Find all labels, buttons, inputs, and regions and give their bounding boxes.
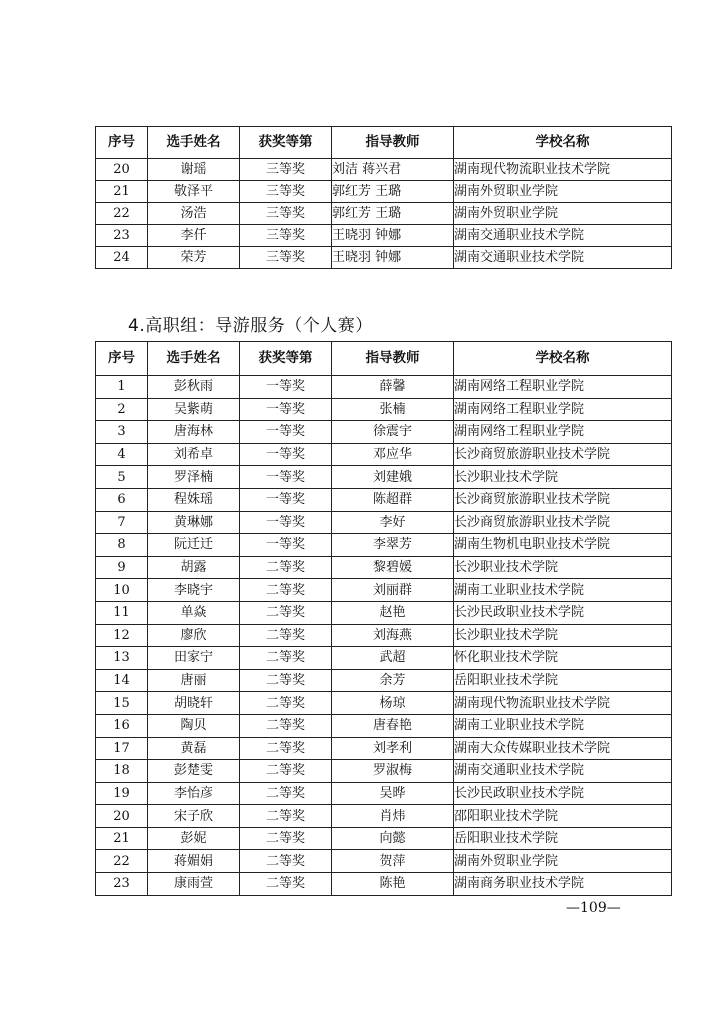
cell-name: 罗泽楠 <box>148 466 240 489</box>
cell-name: 彭妮 <box>148 827 240 850</box>
cell-seq: 19 <box>96 782 148 805</box>
table-2-body <box>96 376 672 896</box>
cell-seq: 4 <box>96 443 148 466</box>
cell-teacher: 刘丽群 <box>332 579 454 602</box>
cell-seq: 16 <box>96 714 148 737</box>
table-row <box>96 421 672 444</box>
cell-teacher: 向懿 <box>332 827 454 850</box>
cell-teacher: 武超 <box>332 647 454 670</box>
cell-school: 湖南工业职业技术学院 <box>454 714 672 737</box>
cell-seq: 3 <box>96 421 148 444</box>
cell-name: 敬泽平 <box>148 181 240 203</box>
table-row <box>96 466 672 489</box>
cell-award: 一等奖 <box>240 466 332 489</box>
cell-seq: 24 <box>96 247 148 269</box>
cell-teacher: 王晓羽 钟娜 <box>332 247 454 269</box>
cell-seq: 2 <box>96 398 148 421</box>
header-seq: 序号 <box>96 342 148 376</box>
table-header-row <box>96 342 672 376</box>
cell-name: 阮迁迁 <box>148 534 240 557</box>
cell-award: 一等奖 <box>240 443 332 466</box>
cell-teacher: 余芳 <box>332 669 454 692</box>
cell-name: 胡晓轩 <box>148 692 240 715</box>
cell-school: 湖南交通职业技术学院 <box>454 225 672 247</box>
cell-name: 田家宁 <box>148 647 240 670</box>
cell-seq: 20 <box>96 159 148 181</box>
cell-school: 长沙职业技术学院 <box>454 556 672 579</box>
cell-school: 长沙民政职业技术学院 <box>454 601 672 624</box>
table-row <box>96 159 672 181</box>
cell-seq: 1 <box>96 376 148 399</box>
cell-name: 蒋媚娟 <box>148 850 240 873</box>
cell-name: 李怡彦 <box>148 782 240 805</box>
cell-school: 湖南网络工程职业学院 <box>454 398 672 421</box>
cell-seq: 23 <box>96 873 148 896</box>
cell-name: 单焱 <box>148 601 240 624</box>
cell-award: 二等奖 <box>240 669 332 692</box>
cell-name: 黄琳娜 <box>148 511 240 534</box>
table-1-body <box>96 159 672 269</box>
cell-teacher: 刘孝利 <box>332 737 454 760</box>
cell-teacher: 黎碧媛 <box>332 556 454 579</box>
cell-award: 二等奖 <box>240 760 332 783</box>
cell-seq: 7 <box>96 511 148 534</box>
header-name: 选手姓名 <box>148 342 240 376</box>
header-name: 选手姓名 <box>148 127 240 159</box>
cell-seq: 15 <box>96 692 148 715</box>
table-row <box>96 488 672 511</box>
cell-seq: 10 <box>96 579 148 602</box>
cell-award: 三等奖 <box>240 247 332 269</box>
cell-award: 一等奖 <box>240 421 332 444</box>
cell-name: 刘希卓 <box>148 443 240 466</box>
cell-award: 二等奖 <box>240 805 332 828</box>
cell-school: 怀化职业技术学院 <box>454 647 672 670</box>
cell-seq: 20 <box>96 805 148 828</box>
cell-teacher: 刘洁 蒋兴君 <box>332 159 454 181</box>
cell-award: 二等奖 <box>240 647 332 670</box>
cell-award: 三等奖 <box>240 181 332 203</box>
cell-teacher: 刘建娥 <box>332 466 454 489</box>
cell-teacher: 唐春艳 <box>332 714 454 737</box>
cell-teacher: 薛馨 <box>332 376 454 399</box>
table-row <box>96 669 672 692</box>
cell-name: 吴紫萌 <box>148 398 240 421</box>
cell-teacher: 杨琼 <box>332 692 454 715</box>
table-header-row <box>96 127 672 159</box>
table-row <box>96 203 672 225</box>
cell-school: 湖南外贸职业学院 <box>454 181 672 203</box>
table-row <box>96 760 672 783</box>
table-row <box>96 782 672 805</box>
cell-name: 唐海林 <box>148 421 240 444</box>
table-row <box>96 376 672 399</box>
cell-teacher: 郭红芳 王璐 <box>332 181 454 203</box>
cell-award: 二等奖 <box>240 556 332 579</box>
table-row <box>96 181 672 203</box>
table-row <box>96 443 672 466</box>
cell-seq: 17 <box>96 737 148 760</box>
cell-teacher: 王晓羽 钟娜 <box>332 225 454 247</box>
cell-teacher: 赵艳 <box>332 601 454 624</box>
award-table-2 <box>95 341 672 896</box>
cell-school: 湖南外贸职业学院 <box>454 203 672 225</box>
cell-school: 湖南工业职业技术学院 <box>454 579 672 602</box>
cell-name: 李晓宇 <box>148 579 240 602</box>
cell-award: 一等奖 <box>240 511 332 534</box>
table-row <box>96 873 672 896</box>
cell-seq: 21 <box>96 827 148 850</box>
cell-school: 湖南网络工程职业学院 <box>454 421 672 444</box>
cell-award: 二等奖 <box>240 850 332 873</box>
cell-name: 黄磊 <box>148 737 240 760</box>
cell-name: 李仟 <box>148 225 240 247</box>
cell-seq: 14 <box>96 669 148 692</box>
cell-name: 康雨萱 <box>148 873 240 896</box>
cell-award: 二等奖 <box>240 692 332 715</box>
cell-award: 一等奖 <box>240 376 332 399</box>
cell-name: 谢瑶 <box>148 159 240 181</box>
cell-award: 二等奖 <box>240 601 332 624</box>
cell-teacher: 吴晔 <box>332 782 454 805</box>
page-number: —109— <box>566 900 621 916</box>
cell-seq: 12 <box>96 624 148 647</box>
award-table-1 <box>95 126 672 269</box>
cell-award: 一等奖 <box>240 534 332 557</box>
table-row <box>96 601 672 624</box>
cell-school: 长沙民政职业技术学院 <box>454 782 672 805</box>
cell-seq: 8 <box>96 534 148 557</box>
table-row <box>96 647 672 670</box>
cell-seq: 6 <box>96 488 148 511</box>
cell-school: 湖南大众传媒职业技术学院 <box>454 737 672 760</box>
cell-name: 陶贝 <box>148 714 240 737</box>
cell-school: 湖南商务职业技术学院 <box>454 873 672 896</box>
cell-award: 一等奖 <box>240 398 332 421</box>
table-row <box>96 579 672 602</box>
cell-award: 二等奖 <box>240 579 332 602</box>
cell-name: 程姝瑶 <box>148 488 240 511</box>
cell-name: 廖欣 <box>148 624 240 647</box>
cell-award: 二等奖 <box>240 873 332 896</box>
header-school: 学校名称 <box>454 342 672 376</box>
cell-teacher: 郭红芳 王璐 <box>332 203 454 225</box>
cell-school: 长沙商贸旅游职业技术学院 <box>454 511 672 534</box>
cell-teacher: 肖炜 <box>332 805 454 828</box>
cell-seq: 22 <box>96 203 148 225</box>
cell-school: 湖南交通职业技术学院 <box>454 247 672 269</box>
cell-award: 二等奖 <box>240 737 332 760</box>
cell-award: 二等奖 <box>240 714 332 737</box>
cell-seq: 18 <box>96 760 148 783</box>
cell-award: 三等奖 <box>240 225 332 247</box>
cell-school: 湖南网络工程职业学院 <box>454 376 672 399</box>
cell-school: 湖南生物机电职业技术学院 <box>454 534 672 557</box>
section-title: 4.高职组：导游服务（个人赛） <box>128 316 373 336</box>
cell-school: 湖南现代物流职业技术学院 <box>454 692 672 715</box>
header-school: 学校名称 <box>454 127 672 159</box>
cell-teacher: 张楠 <box>332 398 454 421</box>
cell-seq: 23 <box>96 225 148 247</box>
cell-seq: 5 <box>96 466 148 489</box>
header-award: 获奖等第 <box>240 127 332 159</box>
table-row <box>96 827 672 850</box>
cell-school: 长沙职业技术学院 <box>454 624 672 647</box>
cell-award: 三等奖 <box>240 203 332 225</box>
cell-school: 岳阳职业技术学院 <box>454 827 672 850</box>
header-teacher: 指导教师 <box>332 127 454 159</box>
cell-seq: 21 <box>96 181 148 203</box>
cell-school: 长沙职业技术学院 <box>454 466 672 489</box>
cell-seq: 22 <box>96 850 148 873</box>
cell-teacher: 贺萍 <box>332 850 454 873</box>
table-row <box>96 805 672 828</box>
table-row <box>96 534 672 557</box>
table-row <box>96 692 672 715</box>
cell-name: 汤浩 <box>148 203 240 225</box>
cell-seq: 9 <box>96 556 148 579</box>
table-row <box>96 225 672 247</box>
cell-teacher: 刘海燕 <box>332 624 454 647</box>
table-row <box>96 247 672 269</box>
table-row <box>96 556 672 579</box>
cell-teacher: 李翠芳 <box>332 534 454 557</box>
cell-name: 彭秋雨 <box>148 376 240 399</box>
cell-teacher: 徐震宇 <box>332 421 454 444</box>
cell-award: 一等奖 <box>240 488 332 511</box>
cell-name: 唐丽 <box>148 669 240 692</box>
table-row <box>96 714 672 737</box>
cell-school: 湖南外贸职业学院 <box>454 850 672 873</box>
table-row <box>96 398 672 421</box>
cell-award: 二等奖 <box>240 827 332 850</box>
table-row <box>96 737 672 760</box>
cell-seq: 11 <box>96 601 148 624</box>
cell-school: 长沙商贸旅游职业技术学院 <box>454 488 672 511</box>
cell-school: 岳阳职业技术学院 <box>454 669 672 692</box>
header-seq: 序号 <box>96 127 148 159</box>
cell-teacher: 陈超群 <box>332 488 454 511</box>
table-row <box>96 850 672 873</box>
table-row <box>96 511 672 534</box>
cell-award: 三等奖 <box>240 159 332 181</box>
cell-name: 胡露 <box>148 556 240 579</box>
cell-award: 二等奖 <box>240 782 332 805</box>
cell-name: 宋子欣 <box>148 805 240 828</box>
cell-seq: 13 <box>96 647 148 670</box>
header-award: 获奖等第 <box>240 342 332 376</box>
cell-award: 二等奖 <box>240 624 332 647</box>
cell-school: 邵阳职业技术学院 <box>454 805 672 828</box>
cell-school: 湖南交通职业技术学院 <box>454 760 672 783</box>
header-teacher: 指导教师 <box>332 342 454 376</box>
cell-school: 湖南现代物流职业技术学院 <box>454 159 672 181</box>
table-row <box>96 624 672 647</box>
cell-teacher: 李好 <box>332 511 454 534</box>
cell-name: 彭楚雯 <box>148 760 240 783</box>
cell-school: 长沙商贸旅游职业技术学院 <box>454 443 672 466</box>
cell-teacher: 罗淑梅 <box>332 760 454 783</box>
cell-teacher: 陈艳 <box>332 873 454 896</box>
cell-name: 荣芳 <box>148 247 240 269</box>
cell-teacher: 邓应华 <box>332 443 454 466</box>
